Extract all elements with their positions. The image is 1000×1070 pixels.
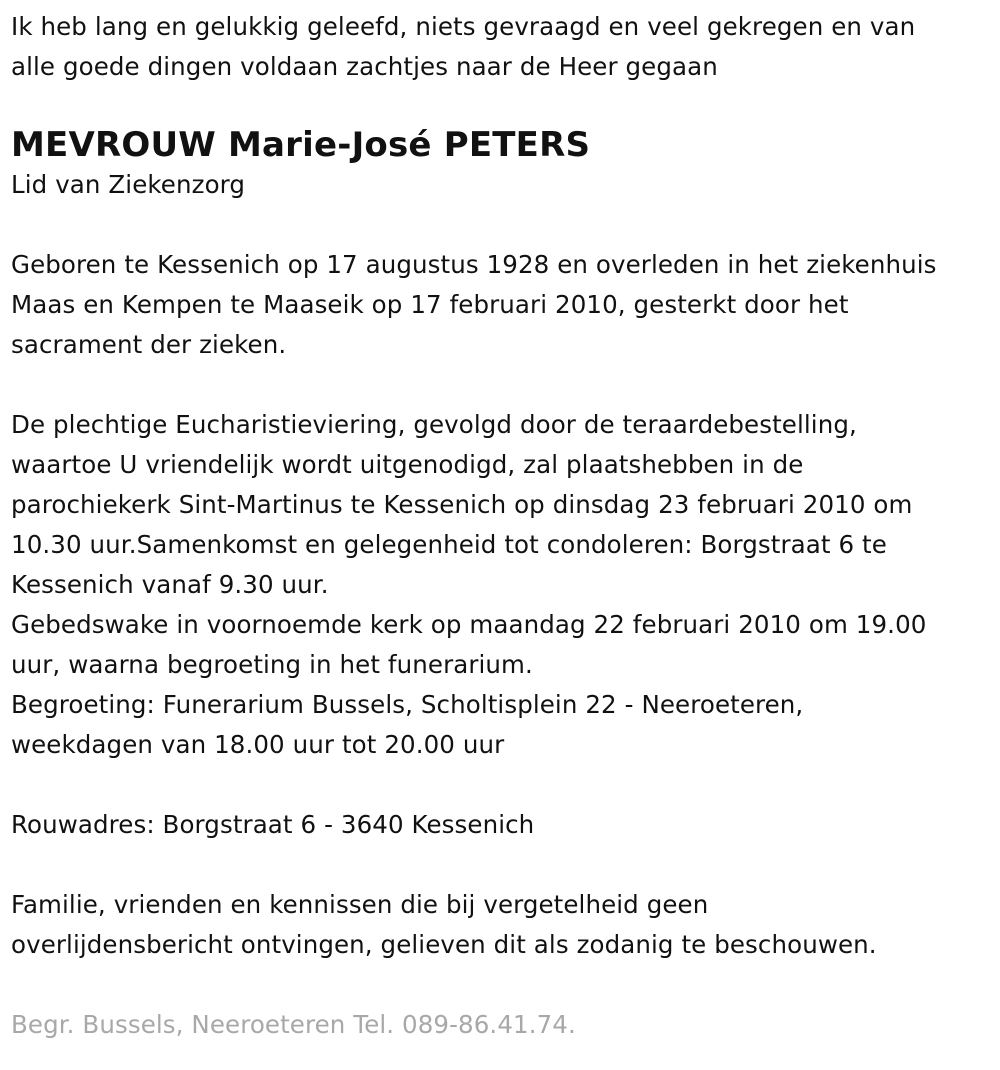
family-note-block [11,885,1000,965]
birth-death-block [11,245,1000,365]
family-note-line: Familie, vrienden en kennissen die bij vergetelheid geen [11,890,709,919]
membership-line: Lid van Ziekenzorg [11,170,246,199]
funeral-home-credit: Begr. Bussels, Neeroeteren Tel. 089-86.41.74. [11,1010,576,1039]
quote-line: Ik heb lang en gelukkig geleefd, niets gevraagd en veel gekregen en van [11,12,916,41]
ceremony-line: parochiekerk Sint-Martinus te Kessenich op dinsdag 23 februari 2010 om [11,490,913,519]
quote-block [11,7,1000,87]
ceremony-line: 10.30 uur.Samenkomst en gelegenheid tot condoleren: Borgstraat 6 te [11,530,887,559]
birth-death-line: sacrament der zieken. [11,330,287,359]
spacer [11,365,1000,405]
spacer [11,205,1000,245]
mourning-address: Rouwadres: Borgstraat 6 - 3640 Kessenich [11,810,535,839]
ceremony-line: weekdagen van 18.00 uur tot 20.00 uur [11,730,505,759]
ceremony-block [11,405,1000,765]
birth-death-line: Maas en Kempen te Maaseik op 17 februari 2010, gesterkt door het [11,290,849,319]
ceremony-line: Kessenich vanaf 9.30 uur. [11,570,329,599]
spacer [11,845,1000,885]
ceremony-line: De plechtige Eucharistieviering, gevolgd door de teraardebestelling, [11,410,857,439]
ceremony-line: uur, waarna begroeting in het funerarium. [11,650,533,679]
ceremony-line: waartoe U vriendelijk wordt uitgenodigd, zal plaatshebben in de [11,450,804,479]
spacer [11,765,1000,805]
birth-death-line: Geboren te Kessenich op 17 augustus 1928 en overleden in het ziekenhuis [11,250,937,279]
deceased-name: MEVROUW Marie-José PETERS [11,125,591,165]
family-note-line: overlijdensbericht ontvingen, gelieven dit als zodanig te beschouwen. [11,930,877,959]
ceremony-line: Begroeting: Funerarium Bussels, Scholtisplein 22 - Neeroeteren, [11,690,804,719]
quote-line: alle goede dingen voldaan zachtjes naar de Heer gegaan [11,52,718,81]
ceremony-line: Gebedswake in voornoemde kerk op maandag 22 februari 2010 om 19.00 [11,610,927,639]
spacer [11,965,1000,1005]
